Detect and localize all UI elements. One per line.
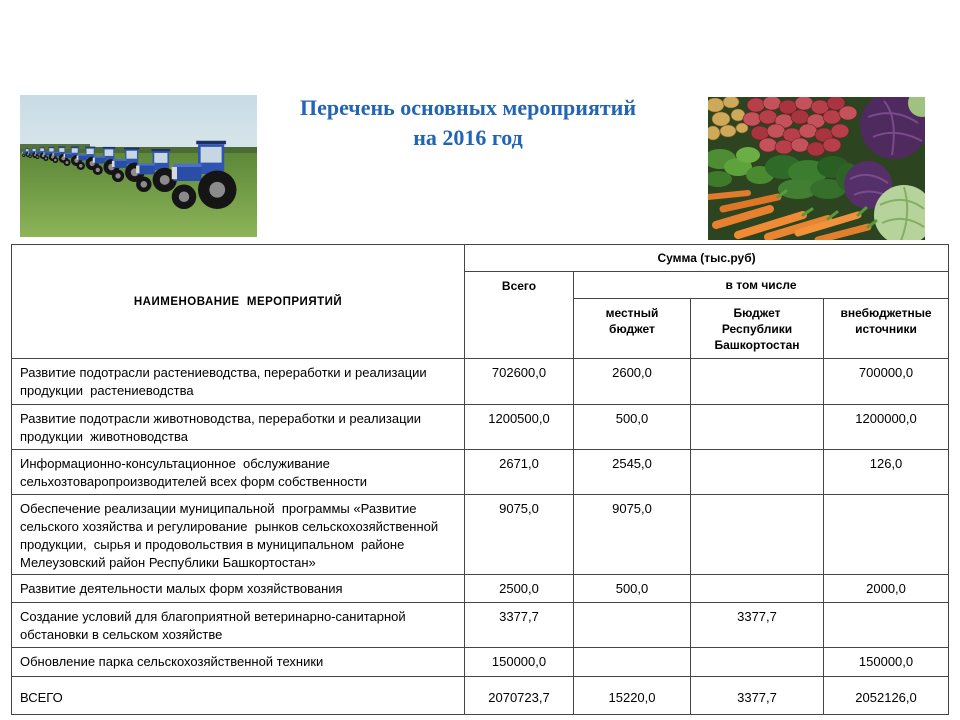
total-cell: 2500,0 — [465, 575, 574, 603]
extrabudgetary-cell: 2000,0 — [824, 575, 949, 603]
activities-table — [11, 244, 949, 715]
slide-title — [262, 93, 674, 153]
grand-total-cell: 2070723,7 — [465, 677, 574, 715]
total-cell: 9075,0 — [465, 495, 574, 575]
republic-budget-cell — [691, 648, 824, 677]
activity-name-cell: Обновление парка сельскохозяйственной техники — [12, 648, 465, 677]
extrabudgetary-cell — [824, 495, 949, 575]
local-budget-cell: 2545,0 — [574, 450, 691, 495]
local-budget-cell: 500,0 — [574, 405, 691, 450]
extrabudgetary-cell: 700000,0 — [824, 359, 949, 405]
title-line-1: Перечень основных мероприятий — [299, 95, 637, 120]
activity-name-cell: Развитие деятельности малых форм хозяйствования — [12, 575, 465, 603]
local-budget-cell — [574, 603, 691, 648]
republic-budget-cell — [691, 405, 824, 450]
activity-name-cell: Информационно-консультационное обслуживание сельхозтоваропроизводителей всех форм собственности — [12, 450, 465, 495]
activity-name-cell: Развитие подотрасли растениеводства, переработки и реализации продукции растениеводства — [12, 359, 465, 405]
header-sum: Сумма (тыс.руб) — [465, 245, 949, 272]
republic-budget-cell: 3377,7 — [691, 603, 824, 648]
local-budget-total-cell: 15220,0 — [574, 677, 691, 715]
table-total-row — [12, 677, 949, 715]
tractors-photo — [20, 95, 257, 237]
local-budget-cell: 2600,0 — [574, 359, 691, 405]
header-total: Всего — [465, 272, 574, 359]
local-budget-cell — [574, 648, 691, 677]
extrabudgetary-cell: 150000,0 — [824, 648, 949, 677]
republic-budget-cell — [691, 495, 824, 575]
republic-budget-cell — [691, 450, 824, 495]
local-budget-cell: 9075,0 — [574, 495, 691, 575]
total-cell: 2671,0 — [465, 450, 574, 495]
table-row — [12, 359, 949, 405]
vegetables-photo — [708, 97, 925, 240]
header-activity-name: НАИМЕНОВАНИЕ МЕРОПРИЯТИЙ — [12, 245, 465, 359]
republic-budget-total-cell: 3377,7 — [691, 677, 824, 715]
title-line-2: на 2016 год — [413, 125, 523, 150]
total-cell: 150000,0 — [465, 648, 574, 677]
table-row — [12, 405, 949, 450]
table-row — [12, 450, 949, 495]
table-row — [12, 603, 949, 648]
header-including: в том числе — [574, 272, 949, 299]
header-republic-budget-label: Бюджет Республики Башкортостан — [714, 306, 800, 352]
total-label-cell: ВСЕГО — [12, 677, 465, 715]
extrabudgetary-total-cell: 2052126,0 — [824, 677, 949, 715]
header-local-budget — [574, 299, 691, 359]
header-republic-budget — [691, 299, 824, 359]
table-row — [12, 495, 949, 575]
activity-name-cell: Создание условий для благоприятной ветеринарно-санитарной обстановки в сельском хозяйстве — [12, 603, 465, 648]
republic-budget-cell — [691, 575, 824, 603]
total-cell: 1200500,0 — [465, 405, 574, 450]
extrabudgetary-cell: 126,0 — [824, 450, 949, 495]
header-extrabudgetary-label: внебюджетные источники — [840, 306, 932, 336]
extrabudgetary-cell — [824, 603, 949, 648]
total-cell: 3377,7 — [465, 603, 574, 648]
activity-name-cell: Развитие подотрасли животноводства, переработки и реализации продукции животноводства — [12, 405, 465, 450]
table-row — [12, 575, 949, 603]
local-budget-cell: 500,0 — [574, 575, 691, 603]
republic-budget-cell — [691, 359, 824, 405]
total-cell: 702600,0 — [465, 359, 574, 405]
activity-name-cell: Обеспечение реализации муниципальной программы «Развитие сельского хозяйства и регулирование рынков сельскохозяйственной продукции, сырья и продовольствия в муниципальном районе Мелеузовский район Республики Башкортостан» — [12, 495, 465, 575]
header-local-budget-label: местный бюджет — [605, 306, 659, 336]
table-row — [12, 648, 949, 677]
header-extrabudgetary — [824, 299, 949, 359]
header-row-1 — [12, 245, 949, 272]
extrabudgetary-cell: 1200000,0 — [824, 405, 949, 450]
